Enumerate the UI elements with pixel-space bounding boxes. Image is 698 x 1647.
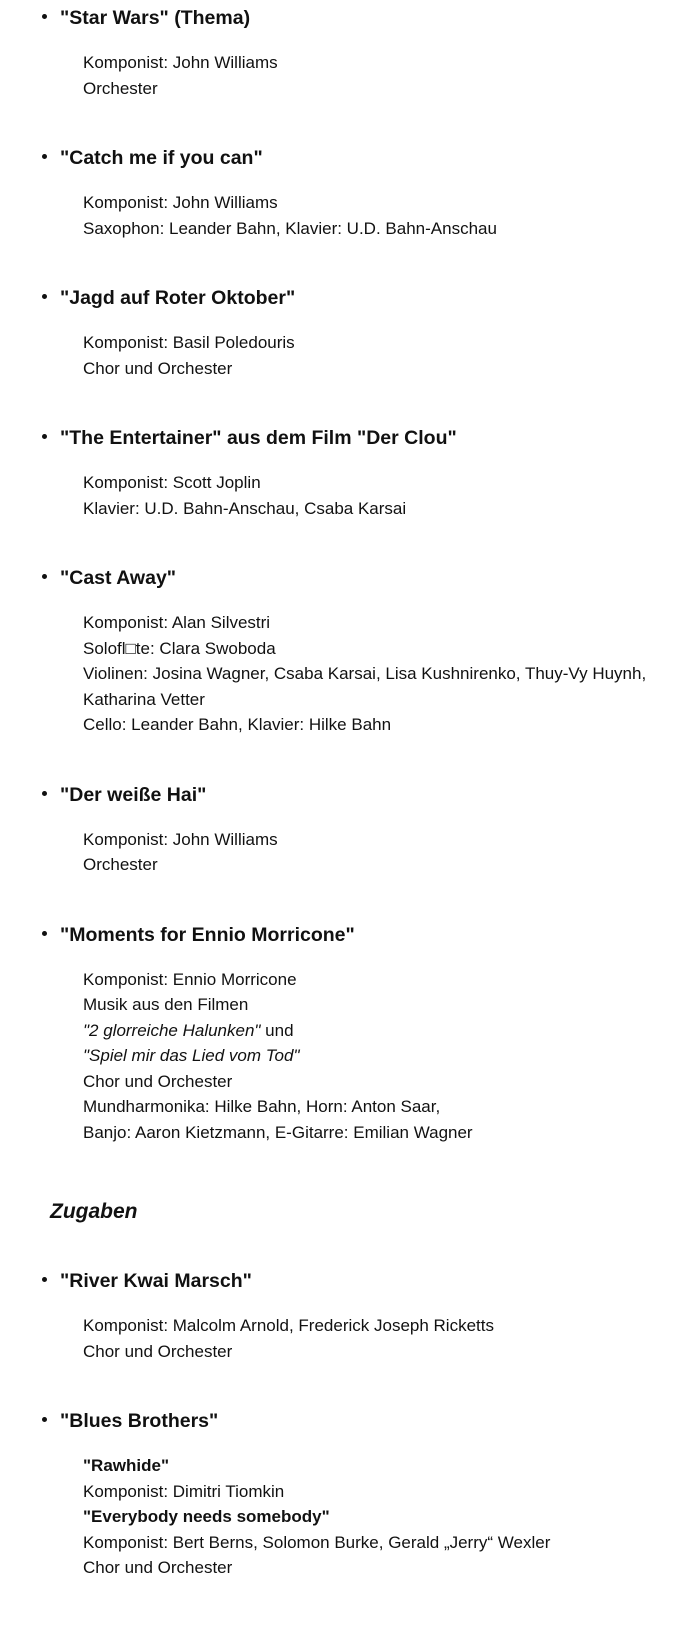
film-conjunction: und (260, 1020, 294, 1040)
composer-line: Komponist: Bert Berns, Solomon Burke, Gerald „Jerry“ Wexler (83, 1532, 551, 1552)
composer-line: Komponist: Dimitri Tiomkin (83, 1481, 285, 1501)
program-item (42, 6, 698, 101)
performer-line: Chor und Orchester (83, 358, 233, 378)
bullet-icon (42, 931, 47, 936)
piece-title: "Der weiße Hai" (60, 783, 207, 806)
section-heading-encores: Zugaben (50, 1200, 138, 1223)
piece-details (83, 1453, 698, 1581)
performer-line: Saxophon: Leander Bahn, Klavier: U.D. Bahn-Anschau (83, 218, 497, 238)
bullet-icon (42, 1277, 47, 1282)
piece-details (83, 1313, 698, 1364)
piece-title: "Moments for Ennio Morricone" (60, 923, 355, 946)
piece-title: "Catch me if you can" (60, 147, 263, 169)
detail-line: Musik aus den Filmen (83, 995, 249, 1014)
program-item (42, 566, 698, 738)
piece-details (83, 827, 698, 878)
encore-item (42, 1269, 698, 1364)
film-title: "Spiel mir das Lied vom Tod" (83, 1046, 300, 1065)
piece-title: "Jagd auf Roter Oktober" (60, 287, 296, 309)
bullet-icon (42, 574, 47, 579)
piece-title: "Blues Brothers" (60, 1410, 219, 1432)
performer-line: Chor und Orchester (83, 1341, 233, 1361)
bullet-icon (42, 434, 47, 439)
program-item (42, 146, 698, 241)
bullet-icon (42, 294, 47, 299)
piece-title: "The Entertainer" aus dem Film "Der Clou" (60, 427, 457, 449)
performer-line: Chor und Orchester (83, 1558, 233, 1577)
piece-details (83, 190, 698, 241)
sub-piece-title: "Rawhide" (83, 1456, 170, 1475)
piece-details (83, 470, 698, 521)
piece-details (83, 967, 698, 1146)
composer-line: Komponist: Basil Poledouris (83, 333, 295, 352)
performer-line: Orchester (83, 78, 158, 98)
piece-details (83, 610, 698, 738)
bullet-icon (42, 1417, 47, 1422)
film-line (83, 1018, 698, 1044)
program-item (42, 286, 698, 381)
sub-piece-title: "Everybody needs somebody" (83, 1507, 330, 1526)
performer-line: Violinen: Josina Wagner, Csaba Karsai, Lisa Kushnirenko, Thuy-Vy Huynh, Katharina Vetter (83, 664, 647, 709)
encore-item (42, 1409, 698, 1581)
bullet-icon (42, 14, 47, 19)
performer-line: Chor und Orchester (83, 1071, 233, 1091)
performer-line: Orchester (83, 855, 158, 874)
piece-details (83, 50, 698, 101)
composer-line: Komponist: Malcolm Arnold, Frederick Joseph Ricketts (83, 1316, 494, 1335)
performer-line: Banjo: Aaron Kietzmann, E-Gitarre: Emilian Wagner (83, 1122, 473, 1142)
program-item (42, 923, 698, 1146)
piece-title: "Star Wars" (Thema) (60, 7, 251, 29)
performer-line: Klavier: U.D. Bahn-Anschau, Csaba Karsai (83, 498, 407, 518)
bullet-icon (42, 791, 47, 796)
bullet-icon (42, 154, 47, 159)
composer-line: Komponist: John Williams (83, 829, 278, 849)
composer-line: Komponist: John Williams (83, 53, 278, 72)
performer-line: Cello: Leander Bahn, Klavier: Hilke Bahn (83, 715, 392, 734)
performer-line: Solofl□te: Clara Swoboda (83, 638, 276, 658)
composer-line: Komponist: Alan Silvestri (83, 613, 271, 632)
composer-line: Komponist: Ennio Morricone (83, 969, 297, 989)
piece-title: "Cast Away" (60, 567, 177, 589)
program-item (42, 783, 698, 878)
program-item (42, 426, 698, 521)
piece-title: "River Kwai Marsch" (60, 1270, 252, 1292)
film-title: "2 glorreiche Halunken" (83, 1020, 261, 1040)
composer-line: Komponist: Scott Joplin (83, 473, 261, 492)
performer-line: Mundharmonika: Hilke Bahn, Horn: Anton Saar, (83, 1097, 441, 1116)
piece-details (83, 330, 698, 381)
composer-line: Komponist: John Williams (83, 193, 278, 212)
